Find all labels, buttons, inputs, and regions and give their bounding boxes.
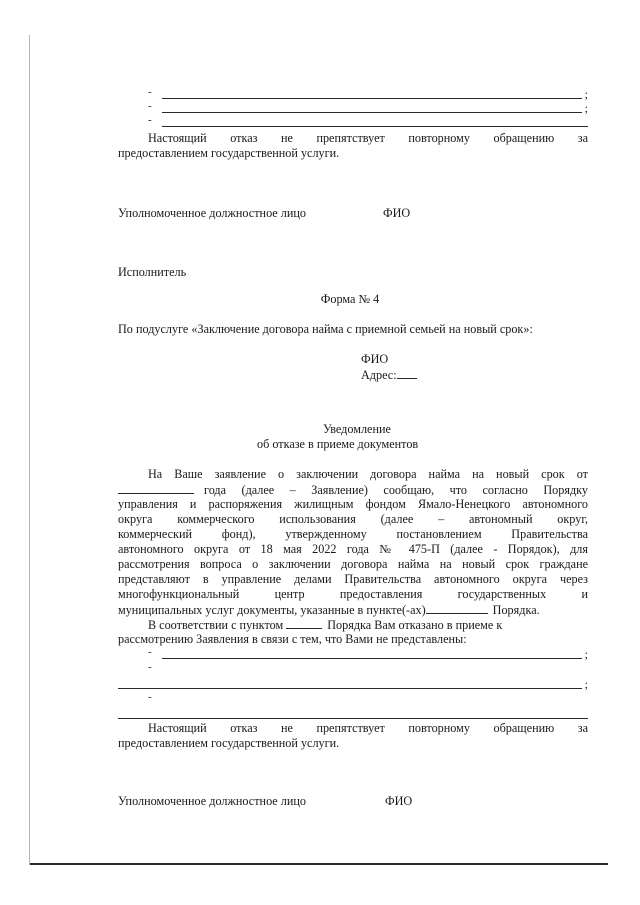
clause-blank <box>286 617 322 629</box>
refusal-text-line: Настоящий отказ не препятствует повторному обращению за <box>148 721 588 735</box>
blank-list-item: - ; <box>148 100 588 115</box>
blank-list-item <box>118 707 588 722</box>
blank-list-marker: - <box>148 661 152 673</box>
subservice-title: По подуслуге «Заключение договора найма с приемной семьей на новый срок»: <box>118 322 533 336</box>
body-line: представляют в управление делами Правительства автономного округа через <box>118 572 588 586</box>
executor-label: Исполнитель <box>118 265 187 279</box>
body-line: рассмотрению Заявления в связи с тем, что Вами не представлены: <box>118 632 467 646</box>
scan-edge-line <box>29 35 30 865</box>
refusal-text-line: предоставлением государственной услуги. <box>118 736 340 750</box>
notice-title: Уведомление <box>323 422 391 436</box>
addressee-fio: ФИО <box>361 352 389 366</box>
refusal-text-line: Настоящий отказ не препятствует повторному обращению за <box>148 131 588 145</box>
blank-list-item: - ; <box>148 646 588 661</box>
blank-list-item: - ; <box>148 86 588 101</box>
fill-in-line <box>162 112 582 113</box>
body-line: округа коммерческого использования (далее – автономный округ, <box>118 512 588 526</box>
body-line: На Ваше заявление о заключении договора найма на новый срок от <box>148 467 588 481</box>
date-blank <box>118 482 194 494</box>
blank-list-item: ; <box>118 677 588 692</box>
body-line: коммерческий фонд), утвержденному постановлением Правительства <box>118 527 588 541</box>
official-title: Уполномоченное должностное лицо <box>118 206 306 220</box>
body-line: управления и распоряжения жилищным фондом Ямало-Ненецкого автономного <box>118 497 588 511</box>
form-number: Форма № 4 <box>320 292 380 306</box>
fill-in-line <box>162 658 582 659</box>
notice-subtitle: об отказе в приеме документов <box>257 437 419 451</box>
scan-bottom-edge <box>30 863 608 865</box>
addressee-address: Адрес: <box>361 367 417 383</box>
body-line: автономного округа от 18 мая 2022 года № 475-П (далее - Порядок), для <box>118 542 588 556</box>
body-line: муниципальных услуг документы, указанные в пункте(-ах) Порядка. <box>118 603 540 617</box>
blank-list-item: - <box>148 115 588 130</box>
official-title: Уполномоченное должностное лицо <box>118 794 306 808</box>
body-line: В соответствии с пунктом Порядка Вам отказано в приеме к <box>148 618 503 632</box>
fill-in-line <box>162 126 588 127</box>
body-line: многофункциональный центр предоставления государственных и <box>118 587 588 601</box>
body-line: рассмотрения вопроса о заключении договора найма на новый срок граждане <box>118 557 588 571</box>
address-blank <box>397 367 417 379</box>
refusal-text-line: предоставлением государственной услуги. <box>118 146 340 160</box>
clause-blank <box>426 602 488 614</box>
fill-in-line <box>118 688 582 689</box>
official-fio: ФИО <box>383 206 411 220</box>
fill-in-line <box>162 98 582 99</box>
official-fio: ФИО <box>385 794 413 808</box>
body-line: года (далее – Заявление) сообщаю, что согласно Порядку <box>118 482 588 498</box>
blank-list-marker: - <box>148 691 152 703</box>
fill-in-line <box>118 718 588 719</box>
